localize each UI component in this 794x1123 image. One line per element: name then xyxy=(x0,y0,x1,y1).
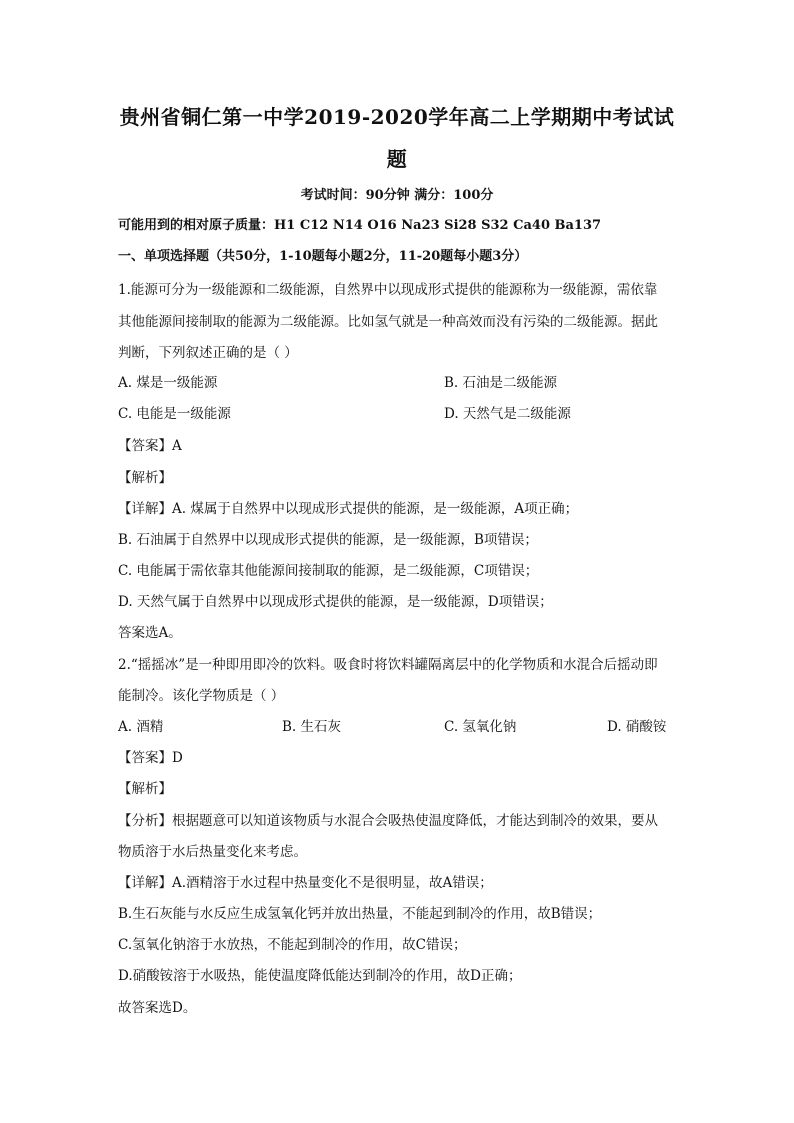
q1-detail-line: C. 电能属于需依靠其他能源间接制取的能源，是二级能源，C项错误； xyxy=(118,563,539,579)
q2-stem-line: 能制冷。该化学物质是（ ） xyxy=(118,688,285,704)
q1-option-a: A. 煤是一级能源 xyxy=(118,375,218,391)
q2-analysis-label: 【解析】 xyxy=(118,781,172,797)
document-title-line2: 题 xyxy=(386,147,408,171)
q2-option-d: D. 硝酸铵 xyxy=(607,719,667,735)
q1-option-b: B. 石油是二级能源 xyxy=(444,375,558,391)
exam-info: 考试时间：90分钟 满分：100分 xyxy=(300,188,494,203)
q2-analysis-line: 物质溶于水后热量变化来考虑。 xyxy=(118,844,307,860)
q1-option-c: C. 电能是一级能源 xyxy=(118,406,231,422)
q1-stem-line: 其他能源间接制取的能源为二级能源。比如氢气就是一种高效而没有污染的二级能源。据此 xyxy=(118,314,658,330)
q1-detail-line: D. 天然气属于自然界中以现成形式提供的能源，是一级能源，D项错误； xyxy=(118,594,553,610)
q2-option-a: A. 酒精 xyxy=(118,719,164,735)
q1-option-d: D. 天然气是二级能源 xyxy=(444,406,571,422)
q2-analysis-line: 故答案选D。 xyxy=(118,1000,197,1016)
q2-analysis-line: 【详解】A.酒精溶于水过程中热量变化不是很明显，故A错误； xyxy=(118,875,493,891)
q1-stem-line: 判断，下列叙述正确的是（ ） xyxy=(118,345,298,361)
q2-stem-line: 2.“摇摇冰”是一种即用即冷的饮料。吸食时将饮料罐隔离层中的化学物质和水混合后摇动即 xyxy=(118,657,658,673)
q1-stem-line: 1.能源可分为一级能源和二级能源，自然界中以现成形式提供的能源称为一级能源，需依靠 xyxy=(118,282,658,298)
q2-option-c: C. 氢氧化钠 xyxy=(444,719,517,735)
q1-answer: 【答案】A xyxy=(118,438,182,454)
document-title-line1: 贵州省铜仁第一中学2019-2020学年高二上学期期中考试试 xyxy=(119,105,675,129)
q2-analysis-line: D.硝酸铵溶于水吸热，能使温度降低能达到制冷的作用，故D正确； xyxy=(118,968,522,984)
q1-detail-line: 【详解】A. 煤属于自然界中以现成形式提供的能源，是一级能源，A项正确； xyxy=(118,501,579,517)
q1-analysis-label: 【解析】 xyxy=(118,470,172,486)
q2-analysis-line: C.氢氧化钠溶于水放热，不能起到制冷的作用，故C错误； xyxy=(118,937,467,953)
atomic-mass-line: 可能用到的相对原子质量：H1 C12 N14 O16 Na23 Si28 S32 Ca40 Ba137 xyxy=(118,218,602,233)
q2-option-b: B. 生石灰 xyxy=(282,719,342,735)
q2-analysis-line: B.生石灰能与水反应生成氢氧化钙并放出热量，不能起到制冷的作用，故B错误； xyxy=(118,906,602,922)
q2-answer: 【答案】D xyxy=(118,750,183,766)
q2-analysis-line: 【分析】根据题意可以知道该物质与水混合会吸热使温度降低，才能达到制冷的效果，要从 xyxy=(118,813,658,829)
q1-detail-line: B. 石油属于自然界中以现成形式提供的能源，是一级能源，B项错误； xyxy=(118,532,538,548)
section1-heading: 一、单项选择题（共50分，1-10题每小题2分，11-20题每小题3分） xyxy=(118,249,528,264)
q1-detail-line: 答案选A。 xyxy=(118,625,182,641)
